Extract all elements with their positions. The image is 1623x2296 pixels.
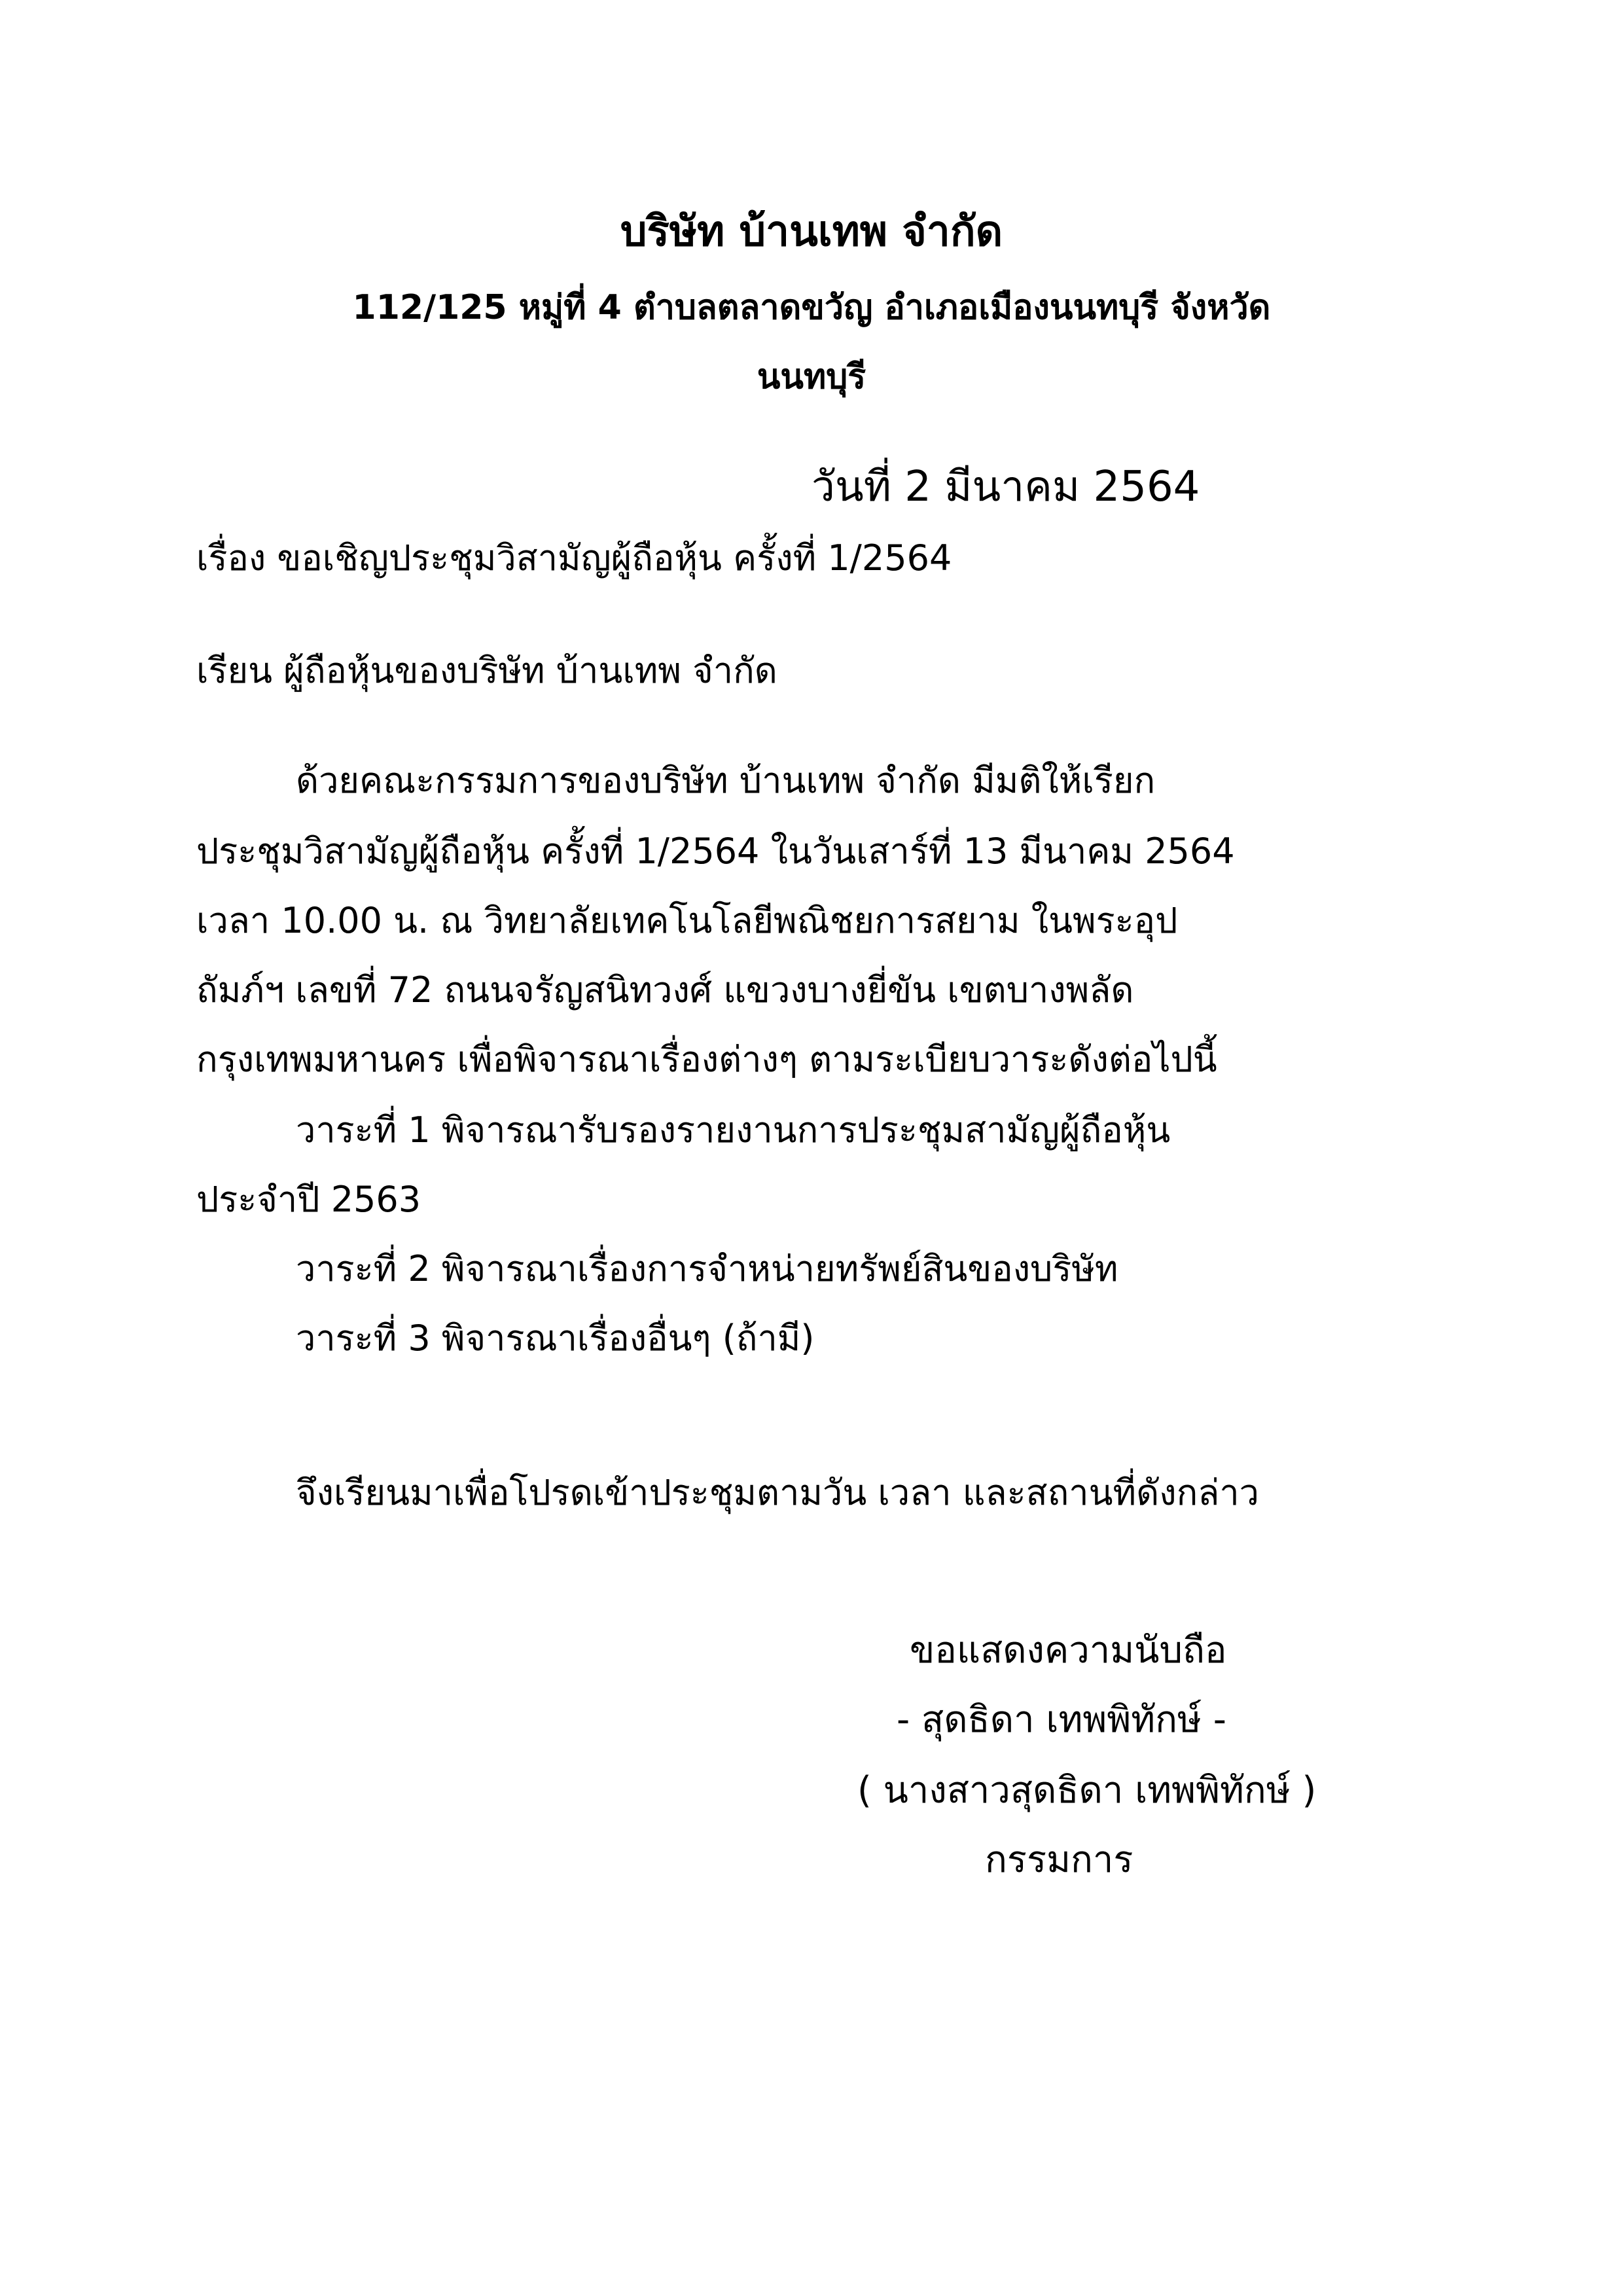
letter-date: วันที่ 2 มีนาคม 2564 [812,463,1200,511]
signature-signed: - สุดธิดา เทพพิทักษ์ - [897,1698,1226,1741]
company-address-line-1: 112/125 หมู่ที่ 4 ตำบลตลาดขวัญ อำเภอเมืองนนทบุรี จังหวัด [352,288,1271,327]
agenda-item-2: วาระที่ 2 พิจารณาเรื่องการจำหน่ายทรัพย์สินของบริษัท [296,1248,1118,1289]
paragraph-line: ด้วยคณะกรรมการของบริษัท บ้านเทพ จำกัด มีมติให้เรียก [296,760,1156,801]
paragraph-line: กรุงเทพมหานคร เพื่อพิจารณาเรื่องต่างๆ ตามระเบียบวาระดังต่อไปนี้ [196,1039,1217,1080]
closing-sentence: จึงเรียนมาเพื่อโปรดเข้าประชุมตามวัน เวลา และสถานที่ดังกล่าว [296,1472,1260,1513]
agenda-item-1-continued: ประจำปี 2563 [196,1179,421,1220]
paragraph-line: ประชุมวิสามัญผู้ถือหุ้น ครั้งที่ 1/2564 ในวันเสาร์ที่ 13 มีนาคม 2564 [196,831,1235,872]
agenda-item-3: วาระที่ 3 พิจารณาเรื่องอื่นๆ (ถ้ามี) [296,1318,815,1359]
signature-full-name: ( นางสาวสุดธิดา เทพพิทักษ์ ) [857,1769,1317,1812]
paragraph-line: ถัมภ์ฯ เลขที่ 72 ถนนจรัญสนิทวงศ์ แขวงบางยี่ขัน เขตบางพลัด [196,969,1134,1011]
letter-recipient: เรียน ผู้ถือหุ้นของบริษัท บ้านเทพ จำกัด [196,650,777,691]
company-name: บริษัท บ้านเทพ จำกัด [620,207,1003,256]
agenda-item-1: วาระที่ 1 พิจารณารับรองรายงานการประชุมสามัญผู้ถือหุ้น [296,1109,1171,1151]
paragraph-line: เวลา 10.00 น. ณ วิทยาลัยเทคโนโลยีพณิชยการสยาม ในพระอุป [196,900,1178,941]
company-address-line-2: นนทบุรี [757,357,866,397]
letter-subject: เรื่อง ขอเชิญประชุมวิสามัญผู้ถือหุ้น ครั้งที่ 1/2564 [196,537,952,579]
signature-position: กรรมการ [985,1839,1133,1881]
signature-regards: ขอแสดงความนับถือ [910,1629,1227,1672]
